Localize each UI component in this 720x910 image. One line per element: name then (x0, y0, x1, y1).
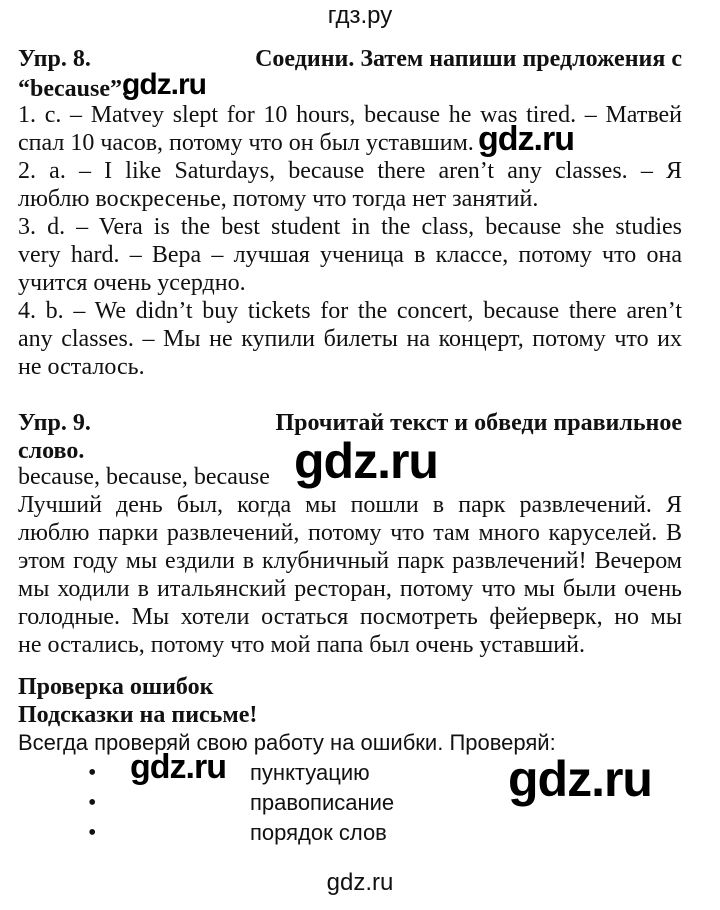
exercise-9-number: Упр. 9. (18, 410, 91, 436)
ex8-line-8: 4. b. – We didn’t buy tickets for the concert, because there aren’t (18, 298, 682, 324)
ex8-line-6: very hard. – Вера – лучшая ученица в классе, потому что она (18, 242, 682, 268)
watermark: gdz.ru (508, 751, 652, 807)
site-header: гдз.ру (327, 2, 393, 29)
tips-heading: Подсказки на письме! (18, 702, 258, 728)
ex8-line-9: any classes. – Мы не купили билеты на концерт, потому что их (18, 326, 682, 352)
site-footer: gdz.ru (326, 869, 394, 896)
ex8-line-10: не осталось. (18, 354, 145, 380)
ex8-line-3: 2. a. – I like Saturdays, because there aren’t any classes. – Я (18, 158, 682, 184)
ex9-line-3: этом году мы ездили в клубничный парк развлечений! Вечером (18, 548, 682, 574)
ex9-line-6: не остались, потому что мой папа был очень уставший. (18, 632, 585, 658)
ex9-line-1: Лучший день был, когда мы пошли в парк развлечений. Я (18, 492, 682, 518)
watermark: gdz.ru (122, 68, 206, 101)
exercise-8-instruction-cont: “because”. (18, 76, 128, 102)
bullet-icon: • (88, 790, 97, 816)
check-intro: Всегда проверяй свою работу на ошибки. Проверяй: (18, 730, 556, 755)
exercise-8-instruction: Соедини. Затем напиши предложения с (255, 46, 682, 72)
ex9-line-5: голодные. Мы хотели остаться посмотреть фейерверк, но мы (18, 604, 682, 630)
check-heading: Проверка ошибок (18, 674, 214, 700)
ex8-line-7: учится очень усердно. (18, 270, 246, 296)
exercise-9-instruction-cont: слово. (18, 438, 85, 464)
exercise-9-instruction: Прочитай текст и обведи правильное (275, 410, 682, 436)
ex8-line-1: 1. c. – Matvey slept for 10 hours, because he was tired. – Матвей (18, 102, 682, 128)
ex8-line-5: 3. d. – Vera is the best student in the class, because she studies (18, 214, 682, 240)
ex9-line-2: люблю парки развлечений, потому что там много каруселей. В (18, 520, 682, 546)
bullet-icon: • (88, 820, 97, 846)
ex9-line-4: мы ходили в итальянский ресторан, потому что мы были очень (18, 576, 682, 602)
exercise-9-answer: because, because, because (18, 464, 270, 490)
watermark: gdz.ru (130, 748, 226, 786)
watermark: gdz.ru (294, 433, 438, 489)
checklist-item-spelling: правописание (250, 790, 395, 815)
watermark: gdz.ru (478, 120, 574, 158)
ex8-line-2: спал 10 часов, потому что он был уставшим. (18, 130, 474, 156)
checklist-item-punctuation: пунктуацию (250, 760, 370, 785)
checklist-item-word-order: порядок слов (250, 820, 387, 845)
bullet-icon: • (88, 760, 97, 786)
exercise-8-number: Упр. 8. (18, 46, 91, 72)
ex8-line-4: люблю воскресенье, потому что тогда нет занятий. (18, 186, 539, 212)
